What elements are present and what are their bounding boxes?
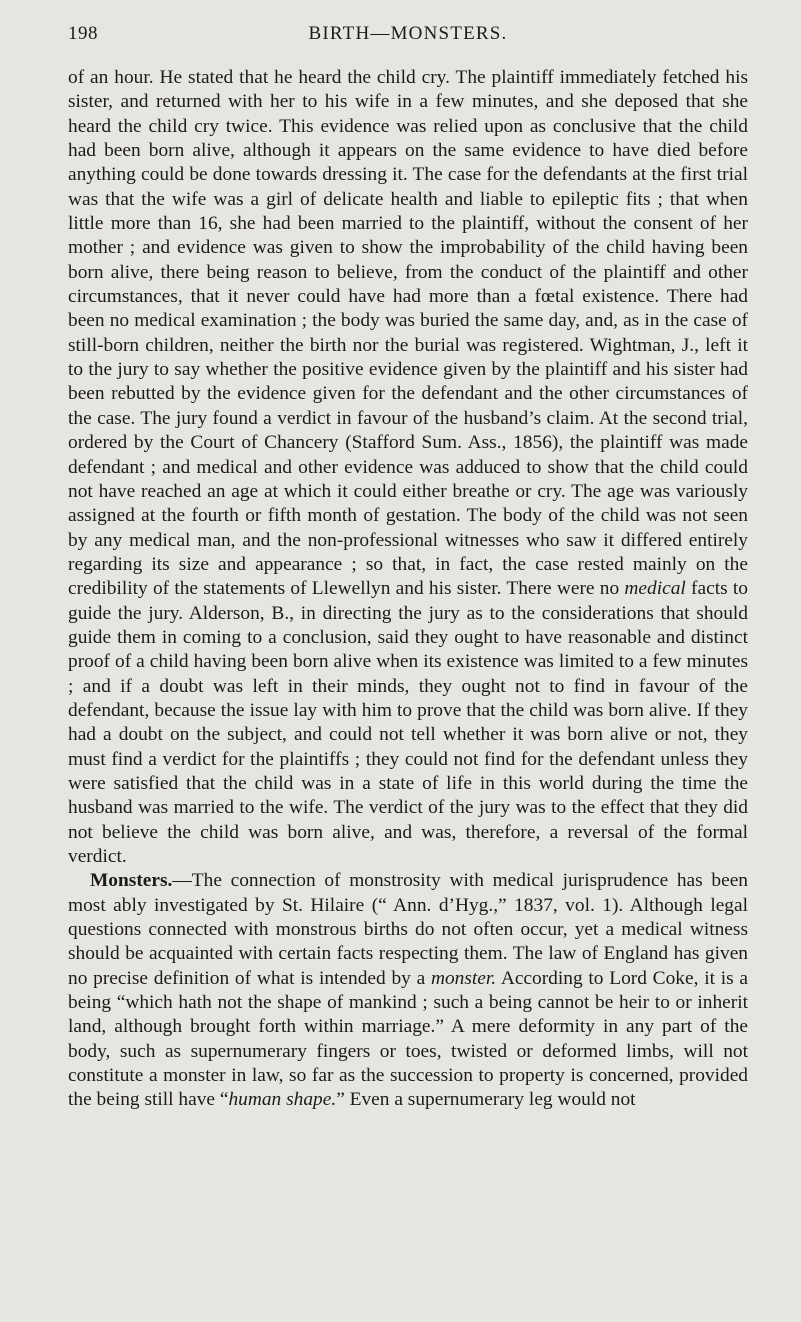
text-run: —The connection of monstrosity with medical jurisprudence has been most ably investigated by St. Hilaire (“ Ann. d’Hyg.,” 1837, vol. 1). Although legal questions connected with monstrous births do not often occur, yet a medical witness should be acquainted with certain facts respecting them. The law of England has given no precise definition of what is intended by a — [68, 870, 748, 989]
text-run: facts to guide the jury. Alderson, B., in directing the jury as to the considerations that should guide them in coming to a conclusion, said they ought to have reasonable and distinct proof of a child having been born alive when its existence was limited to a few minutes ; and if a doubt was left in their minds, they ought not to find in favour of the defendant, because the issue lay with him to prove that the child was born alive. If they had a doubt on the subject, and could not tell whether it was born alive or not, they must find a verdict for the plaintiffs ; they could not find for the defendant unless they were satisfied that the child was in a state of life in this world during the time the husband was married to the wife. The verdict of the jury was to the effect that they did not believe the child was born alive, and was, therefore, a reversal of the formal verdict. — [68, 578, 748, 867]
running-head: BIRTH—MONSTERS. — [308, 23, 508, 44]
section-heading-monsters: Monsters. — [90, 870, 173, 892]
paragraph-birth-case — [68, 66, 748, 869]
text-run: ” Even a supernumerary leg would not — [336, 1089, 636, 1111]
emphasis-medical: medical — [624, 578, 686, 600]
paragraph-monsters — [68, 869, 748, 1112]
text-run: According to Lord Coke, it is a being “which hath not the shape of mankind ; such a being cannot be heir to or inherit land, although brought forth within marriage.” A mere deformity in any part of the body, such as supernumerary fingers or toes, twisted or deformed limbs, will not constitute a monster in law, so far as the succession to property is concerned, provided the being still have “ — [68, 967, 748, 1111]
page-number: 198 — [68, 23, 98, 44]
text-run: of an hour. He stated that he heard the child cry. The plaintiff immediately fetched his sister, and returned with her to his wife in a few minutes, and she deposed that she heard the child cry twice. This evidence was relied upon as conclusive that the child had been born alive, although it appears on the same evidence to have died before anything could be done towards dressing it. The case for the defendants at the first trial was that the wife was a girl of delicate health and liable to epileptic fits ; that when little more than 16, she had been married to the plaintiff, without the consent of her mother ; and evidence was given to show the improbability of the child having been born alive, there being reason to believe, from the conduct of the plaintiff and other circumstances, that it never could have had more than a fœtal existence. There had been no medical examination ; the body was buried the same day, and, as in the case of still-born children, neither the birth nor the burial was registered. Wightman, J., left it to the jury to say whether the positive evidence given by the plaintiff and his sister had been rebutted by the evidence given for the defendant and the other circumstances of the case. The jury found a verdict in favour of the husband’s claim. At the second trial, ordered by the Court of Chancery (Stafford Sum. Ass., 1856), the plaintiff was made defendant ; and medical and other evidence was adduced to show that the child could not have reached an age at which it could either breathe or cry. The age was variously assigned at the fourth or fifth month of gestation. The body of the child was not seen by any medical man, and the non-professional witnesses who saw it differed entirely regarding its size and appearance ; so that, in fact, the case rested mainly on the credibility of the statements of Llewellyn and his sister. There were no — [68, 67, 748, 600]
emphasis-human-shape: human shape. — [228, 1089, 337, 1111]
page-body — [68, 66, 748, 1113]
emphasis-monster: monster. — [430, 967, 497, 989]
page-header — [68, 23, 748, 49]
